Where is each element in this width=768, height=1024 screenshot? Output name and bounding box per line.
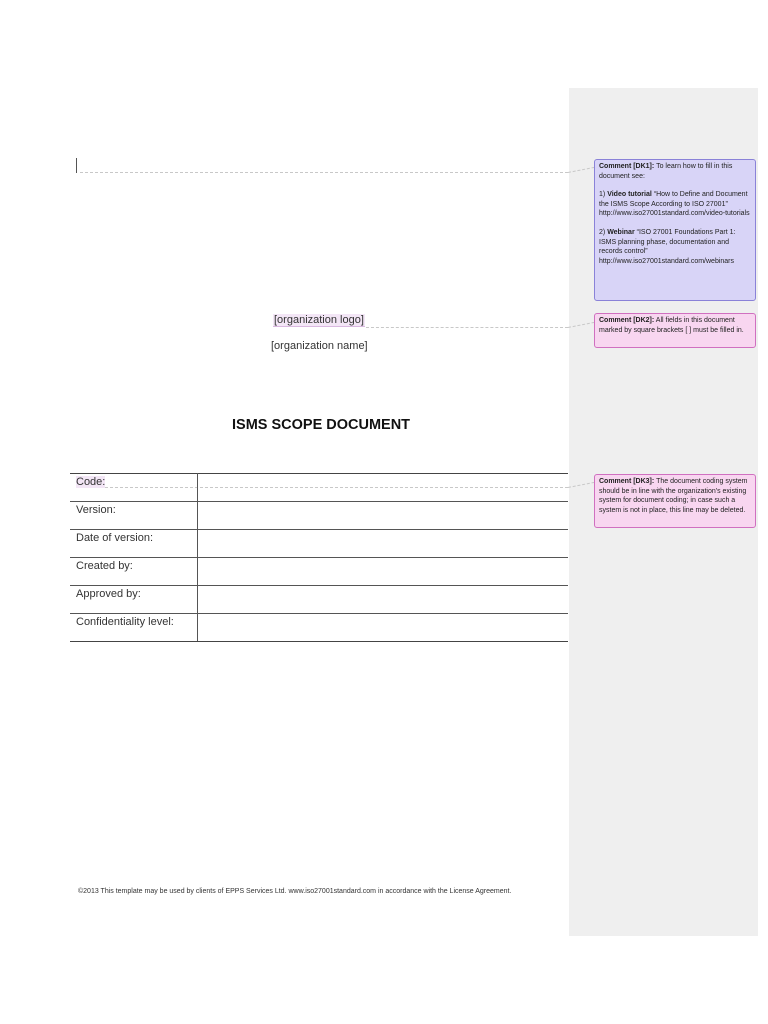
comment-dk3[interactable] <box>594 474 756 528</box>
field-value[interactable] <box>198 474 569 502</box>
comment-text: The document coding system should be in line with the organization's existing system for document coding; in case such a system is not in place, this line may be deleted. <box>599 478 748 514</box>
table-row <box>70 586 568 614</box>
comment-connector-dk1 <box>80 172 568 173</box>
comment-connector-dk2 <box>366 327 568 328</box>
comment-heading: Comment [DK2]: <box>599 317 655 324</box>
table-row <box>70 614 568 642</box>
field-label <box>70 474 198 502</box>
comment-item-label: Webinar <box>607 228 635 236</box>
text-cursor <box>76 158 77 173</box>
table-row <box>70 558 568 586</box>
field-label: Confidentiality level: <box>70 614 198 642</box>
field-value[interactable] <box>198 586 569 614</box>
field-label: Version: <box>70 502 198 530</box>
comment-item-text: “How to Define and Document the ISMS Scope According to ISO 27001” http://www.iso27001standard.com/video-tutorials <box>599 191 750 218</box>
organization-name-placeholder[interactable]: [organization name] <box>271 340 368 352</box>
table-row <box>70 530 568 558</box>
field-label: Approved by: <box>70 586 198 614</box>
comment-item-label: Video tutorial <box>607 191 652 199</box>
comment-heading: Comment [DK1]: <box>599 163 655 170</box>
comment-dk2[interactable] <box>594 313 756 348</box>
list-number: 1) <box>599 191 606 199</box>
document-title: ISMS SCOPE DOCUMENT <box>232 417 411 433</box>
comment-dk1[interactable] <box>594 159 756 301</box>
footer-copyright: ©2013 This template may be used by clients of EPPS Services Ltd. www.iso27001standard.com in accordance with the License Agreement. <box>78 888 512 895</box>
field-value[interactable] <box>198 502 569 530</box>
comment-text: To learn how to fill in this document see: <box>599 163 733 180</box>
comment-heading: Comment [DK3]: <box>599 478 655 485</box>
comment-item-text: “ISO 27001 Foundations Part 1: ISMS planning phase, documentation and records control” http://www.iso27001standard.com/webinars <box>599 228 736 265</box>
field-value[interactable] <box>198 558 569 586</box>
organization-logo-placeholder[interactable]: [organization logo] <box>274 314 364 326</box>
field-value[interactable] <box>198 530 569 558</box>
field-label: Date of version: <box>70 530 198 558</box>
document-info-table <box>70 473 568 642</box>
field-value[interactable] <box>198 614 569 642</box>
list-number: 2) <box>599 228 606 236</box>
comment-text: All fields in this document marked by square brackets [ ] must be filled in. <box>599 317 744 334</box>
code-label: Code: <box>76 476 106 488</box>
table-row <box>70 474 568 502</box>
field-label: Created by: <box>70 558 198 586</box>
table-row <box>70 502 568 530</box>
